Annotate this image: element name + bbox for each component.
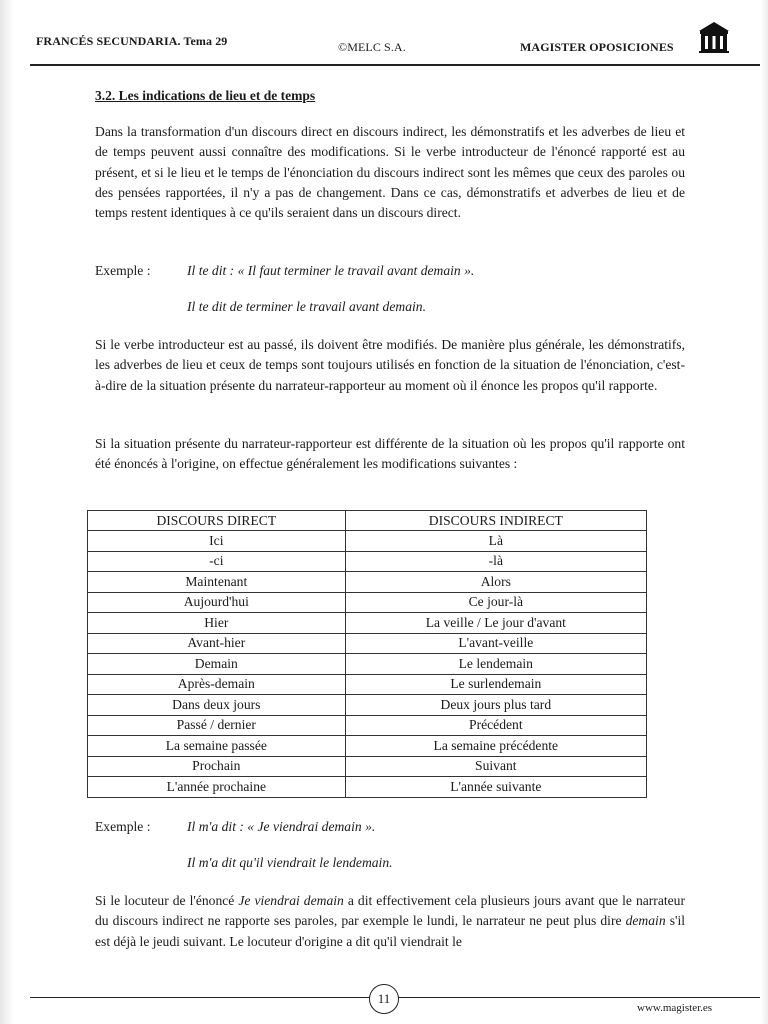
header-course-title: FRANCÉS SECUNDARIA. Tema 29: [36, 34, 228, 48]
table-row: [88, 715, 647, 736]
header-copyright: ©MELC S.A.: [338, 40, 406, 54]
column-header: DISCOURS DIRECT: [88, 511, 346, 531]
cell-direct: Passé / dernier: [88, 715, 346, 736]
table-row: [88, 633, 647, 654]
table-row: [88, 736, 647, 757]
cell-direct: Prochain: [88, 756, 346, 777]
section-title: 3.2. Les indications de lieu et de temps: [95, 88, 316, 103]
table-row: [88, 756, 647, 777]
cell-indirect: Deux jours plus tard: [345, 695, 646, 716]
text-run: Si le locuteur de l'énoncé: [95, 893, 239, 908]
example-indirect-sentence: Il m'a dit qu'il viendrait le lendemain.: [187, 855, 393, 870]
column-header: DISCOURS INDIRECT: [345, 511, 646, 531]
table-row: [88, 777, 647, 798]
cell-indirect: La veille / Le jour d'avant: [345, 613, 646, 634]
cell-indirect: Suivant: [345, 756, 646, 777]
cell-indirect: L'année suivante: [345, 777, 646, 798]
cell-indirect: Le lendemain: [345, 654, 646, 675]
header-divider: [30, 64, 760, 66]
cell-direct: -ci: [88, 551, 346, 572]
cell-direct: Avant-hier: [88, 633, 346, 654]
cell-direct: Demain: [88, 654, 346, 675]
header-publisher: MAGISTER OPOSICIONES: [520, 40, 674, 54]
cell-direct: Dans deux jours: [88, 695, 346, 716]
cell-direct: Aujourd'hui: [88, 592, 346, 613]
cell-direct: Hier: [88, 613, 346, 634]
direct-indirect-table: [87, 510, 647, 798]
building-columns-icon: [697, 20, 731, 54]
table-row: [88, 695, 647, 716]
cell-direct: La semaine passée: [88, 736, 346, 757]
table-row: [88, 551, 647, 572]
cell-indirect: Précédent: [345, 715, 646, 736]
paragraph-past-tense: Si le verbe introducteur est au passé, ils doivent être modifiés. De manière plus générale, les démonstratifs, les adverbes de lieu et ceux de temps sont toujours utilisés en fonction de la situation de l'énonciation, c'est-à-dire de la situation présente du narrateur-rapporteur au moment où il énonce les propos qu'il rapporte.: [95, 337, 685, 393]
example-direct-sentence: Il m'a dit : « Je viendrai demain ».: [187, 819, 376, 834]
paragraph-intro: Dans la transformation d'un discours direct en discours indirect, les démonstratifs et les adverbes de lieu et de temps peuvent aussi connaître des modifications. Si le verbe introducteur de l'énoncé rapporté est au présent, et si le lieu et le temps de l'énonciation du discours indirect sont les mêmes que ceux des paroles ou des pensées rapportées, il n'y a pas de changement. Dans ce cas, démonstratifs et adverbes de lieu et de temps restent identiques à ce qu'ils seraient dans un discours direct.: [95, 124, 685, 221]
text-run-italic: demain: [625, 913, 666, 929]
cell-indirect: L'avant-veille: [345, 633, 646, 654]
example-label: Exemple :: [95, 819, 151, 834]
example-label: Exemple :: [95, 263, 151, 278]
table-row: [88, 592, 647, 613]
cell-indirect: La semaine précédente: [345, 736, 646, 757]
table-row: [88, 572, 647, 593]
cell-direct: Maintenant: [88, 572, 346, 593]
cell-indirect: Le surlendemain: [345, 674, 646, 695]
table-row: [88, 531, 647, 552]
text-run: s'il est déjà le jeudi suivant. Le locuteur d'origine a dit qu'il viendrait le: [95, 913, 685, 949]
page-number: 11: [369, 984, 399, 1014]
text-run-italic: Je viendrai demain: [238, 893, 344, 908]
page-shadow-left: [0, 0, 14, 1024]
cell-direct: L'année prochaine: [88, 777, 346, 798]
cell-indirect: Là: [345, 531, 646, 552]
paragraph-locutor: [95, 891, 685, 952]
table-row: [88, 654, 647, 675]
table-row: [88, 613, 647, 634]
cell-indirect: -là: [345, 551, 646, 572]
paragraph-modifications: Si la situation présente du narrateur-rapporteur est différente de la situation où les propos qu'il rapporte ont été énoncés à l'origine, on effectue généralement les modifications suivantes :: [95, 436, 685, 472]
table-header-row: [88, 511, 647, 531]
cell-indirect: Alors: [345, 572, 646, 593]
cell-direct: Ici: [88, 531, 346, 552]
footer-website: www.magister.es: [637, 1002, 713, 1014]
example-direct-sentence: Il te dit : « Il faut terminer le travail avant demain ».: [187, 263, 475, 278]
cell-direct: Après-demain: [88, 674, 346, 695]
example-indirect-sentence: Il te dit de terminer le travail avant demain.: [187, 299, 426, 314]
page-shadow-right: [760, 0, 768, 1024]
text-run: a dit effectivement cela plusieurs jours avant que le narrateur du discours indirect ne rapporte ses paroles, par exemple le lundi, le narrateur ne peut plus dire: [95, 893, 685, 929]
cell-indirect: Ce jour-là: [345, 592, 646, 613]
table-row: [88, 674, 647, 695]
